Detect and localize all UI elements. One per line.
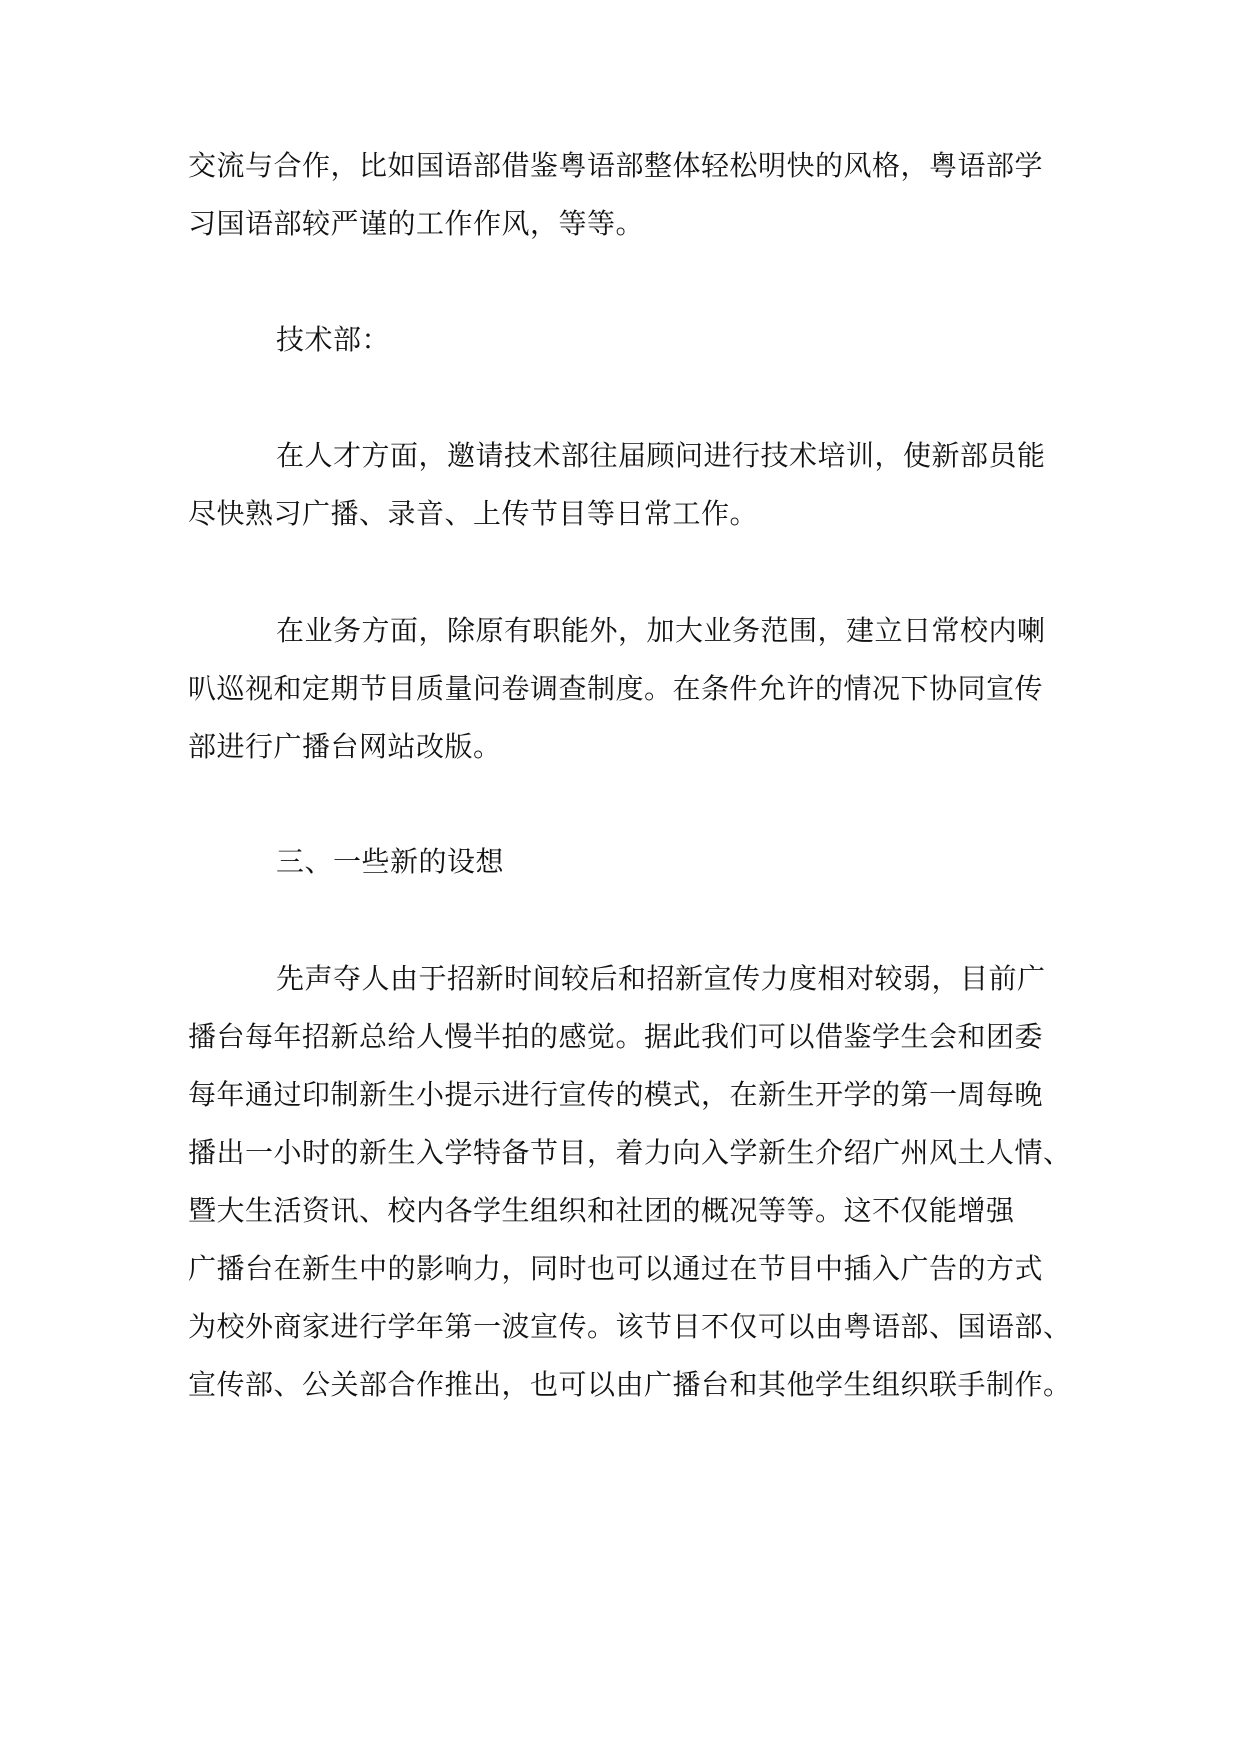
paragraph-business bbox=[188, 602, 1058, 776]
text-line: 部进行广播台网站改版。 bbox=[188, 730, 502, 763]
text-line: 交流与合作，比如国语部借鉴粤语部整体轻松明快的风格，粤语部学 bbox=[188, 149, 1044, 182]
text-line: 为校外商家进行学年第一波宣传。该节目不仅可以由粤语部、国语部、 bbox=[188, 1310, 1072, 1343]
text-line: 播台每年招新总给人慢半拍的感觉。据此我们可以借鉴学生会和团委 bbox=[188, 1020, 1044, 1053]
text-line: 宣传部、公关部合作推出，也可以由广播台和其他学生组织联手制作。 bbox=[188, 1368, 1072, 1401]
text-line: 习国语部较严谨的工作作风，等等。 bbox=[188, 207, 645, 240]
text-line: 广播台在新生中的影响力，同时也可以通过在节目中插入广告的方式 bbox=[188, 1252, 1044, 1285]
text-line: 三、一些新的设想 bbox=[276, 845, 505, 878]
heading-technical-dept bbox=[188, 311, 1058, 369]
text-line: 尽快熟习广播、录音、上传节目等日常工作。 bbox=[188, 497, 759, 530]
text-line: 先声夺人由于招新时间较后和招新宣传力度相对较弱，目前广 bbox=[276, 962, 1046, 995]
text-line: 技术部： bbox=[276, 323, 391, 356]
text-line: 暨大生活资讯、校内各学生组织和社团的概况等等。这不仅能增强 bbox=[188, 1194, 1015, 1227]
text-line: 在人才方面，邀请技术部往届顾问进行技术培训，使新部员能 bbox=[276, 439, 1046, 472]
paragraph-recruitment bbox=[188, 950, 1072, 1414]
text-line: 叭巡视和定期节目质量问卷调查制度。在条件允许的情况下协同宣传 bbox=[188, 672, 1044, 705]
paragraph-cooperation bbox=[188, 137, 1058, 253]
text-line: 在业务方面，除原有职能外，加大业务范围，建立日常校内喇 bbox=[276, 614, 1046, 647]
text-line: 每年通过印制新生小提示进行宣传的模式，在新生开学的第一周每晚 bbox=[188, 1078, 1044, 1111]
heading-new-ideas bbox=[188, 833, 1058, 891]
paragraph-talent bbox=[188, 427, 1058, 543]
text-line: 播出一小时的新生入学特备节目，着力向入学新生介绍广州风土人情、 bbox=[188, 1136, 1072, 1169]
